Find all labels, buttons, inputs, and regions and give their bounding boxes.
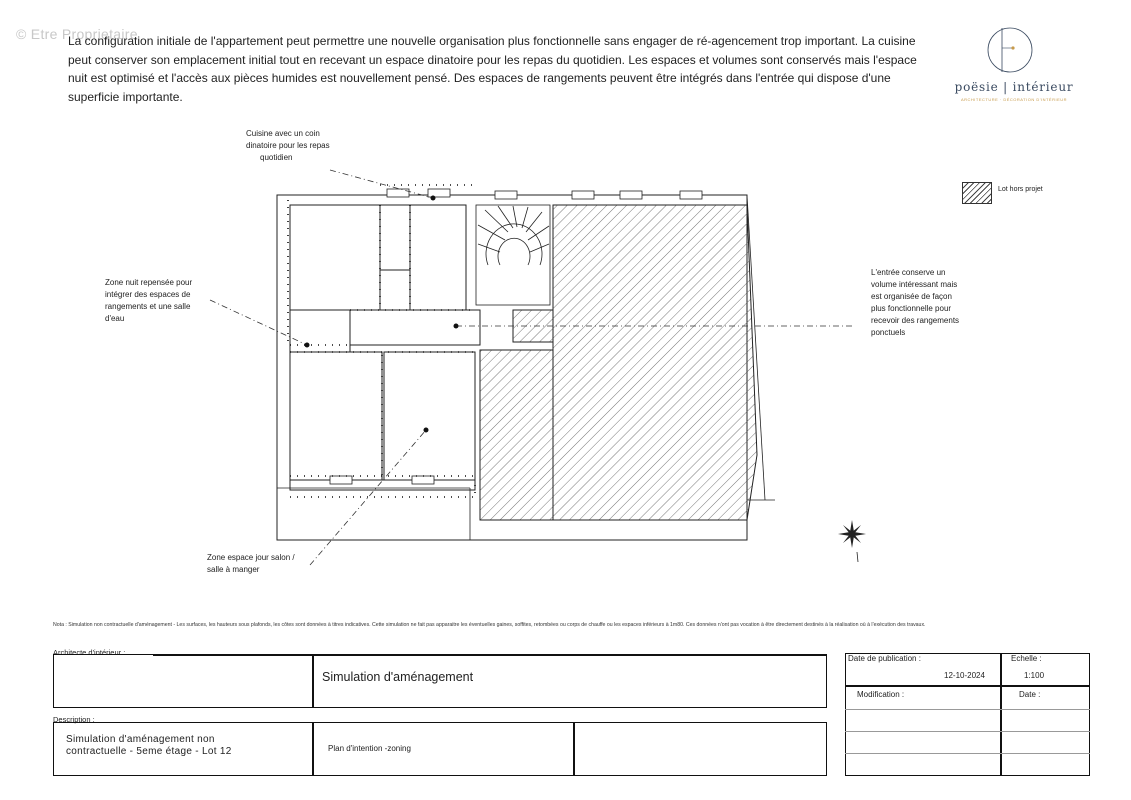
date-scale-rule [845, 685, 1090, 687]
kitchen-point [431, 196, 436, 201]
night-zone-point [305, 343, 310, 348]
lot-hors-projet-area [480, 205, 757, 520]
modification-row-1 [845, 709, 1090, 710]
annotation-living-zone: Zone espace jour salon / salle à manger [207, 553, 295, 574]
plan-type: Plan d'intention -zoning [328, 744, 411, 753]
architect-label: Architecte d'intérieur : [53, 648, 126, 657]
watermark: © Etre Proprietaire [16, 26, 138, 42]
legend-label: Lot hors projet [998, 186, 1043, 193]
scale-label: Echelle : [1011, 654, 1042, 663]
scale-value: 1:100 [1024, 671, 1045, 680]
staircase [476, 205, 550, 305]
disclaimer-note: Nota : Simulation non contractuelle d'aménagement - Les surfaces, les hauteurs sous plafonds, les côtes sont données à titres indicatives. Cette simulation ne fait pas apparaitre les éventuelles gaines, soffites, retombées ou corps de chauffe ou les espaces inférieurs à 1m80. Ces données n'ont pas vocation à être directement destinés à la réalisation où à l'exécution des travaux. [53, 622, 926, 628]
annotation-entry: L'entrée conserve un volume intéressant mais est organisée de façon plus fonctionnelle pour recevoir des rangements ponctuels [871, 268, 960, 337]
title-divider [312, 654, 314, 708]
date-label: Date : [1019, 690, 1041, 699]
description-divider-1 [312, 722, 314, 776]
description-divider-2 [573, 722, 575, 776]
publication-date: 12-10-2024 [944, 671, 985, 680]
interior-walls [290, 205, 480, 490]
living-zone-point [424, 428, 429, 433]
compass-rose-icon [838, 520, 866, 562]
annotation-night-zone: Zone nuit repensée pour intégrer des espaces de rangements et une salle d'eau [105, 278, 193, 323]
publication-label: Date de publication : [848, 654, 921, 663]
description-text: Simulation d'aménagement non contractuelle - 5eme étage - Lot 12 [66, 734, 232, 757]
logo-name: poësie | intérieur [954, 80, 1074, 94]
modification-label: Modification : [857, 690, 905, 699]
date-scale-divider [1000, 653, 1002, 776]
logo-tagline: ARCHITECTURE · DÉCORATION D'INTÉRIEUR [960, 97, 1068, 102]
modification-row-3 [845, 753, 1090, 754]
plan-title: Simulation d'aménagement [322, 670, 474, 684]
entry-point [454, 324, 459, 329]
description-label: Description : [53, 715, 95, 724]
modification-row-2 [845, 731, 1090, 732]
intro-paragraph: La configuration initiale de l'appartement peut permettre une nouvelle organisation plus fonctionnelle sans engager de ré-agencement trop important. La cuisine peut conserver son emplacement initial tout en recevant un espace dinatoire pour les repas du quotidien. Les espaces et volumes sont conservés mais l'espace nuit est optimisé et l'accès aux pièces humides est nouvellement pensé. Des espaces de rangements peuvent être intégrés dans l'entrée qui dispose d'une superficie importante. [68, 34, 917, 104]
zoning-dotted-outlines [288, 185, 478, 497]
annotation-kitchen: Cuisine avec un coin dinatoire pour les repas quotidien [246, 129, 330, 162]
